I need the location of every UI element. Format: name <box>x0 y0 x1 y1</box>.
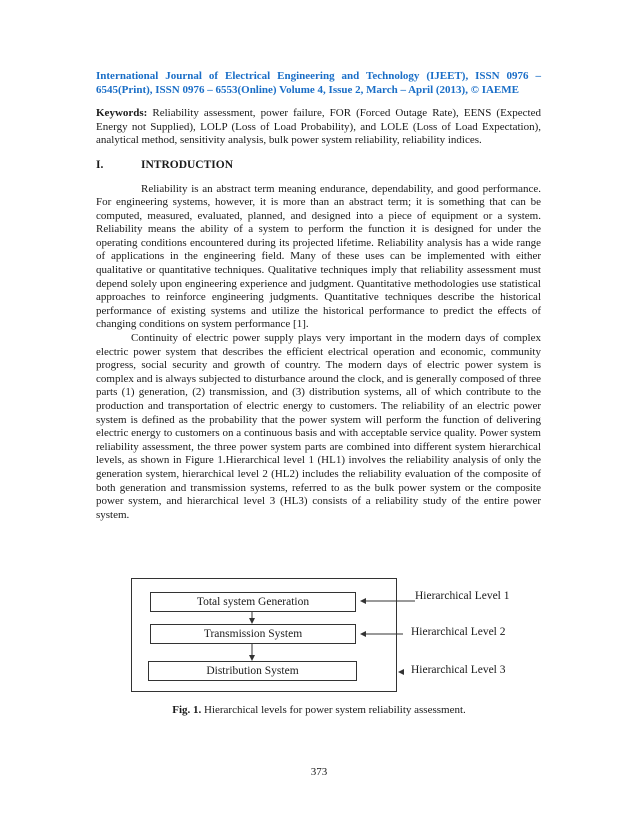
keywords <box>96 107 541 148</box>
figure-caption <box>0 704 638 716</box>
journal-header: International Journal of Electrical Engineering and Technology (IJEET), ISSN 0976 – 6545(Print), ISSN 0976 – 6553(Online) Volume 4, Issue 2, March – April (2013), © IAEME <box>96 70 541 96</box>
page-number: 373 <box>310 766 328 778</box>
section-title: INTRODUCTION <box>141 158 234 171</box>
label-hl1: Hierarchical Level 1 <box>415 590 510 602</box>
figure-hierarchical-levels <box>131 578 525 692</box>
label-hl2: Hierarchical Level 2 <box>411 626 506 638</box>
section-number: I. <box>96 158 104 171</box>
keywords-label: Keywords: <box>96 107 148 119</box>
caption-label: Fig. 1. <box>172 704 202 716</box>
paragraph-2: Continuity of electric power supply plays very important in the modern days of complex electric power system that describes the efficient electrical operation and economic, community progress, social security and growth of country. The modern days of electric power system is complex and is always subjected to disturbance around the clock, and is generally composed of three parts (1) generation, (2) transmission, and (3) distribution systems, all of which contribute to the production and transportation of electric energy to customers. The reliability of an electric power system is defined as the probability that the power system will perform the function of delivering electric energy to customers on a continuous basis and with acceptable service quality. Power system reliability assessment, the three power system parts are combined into different system hierarchical levels, as shown in Figure 1.Hierarchical level 1 (HL1) involves the reliability analysis of only the generation system, hierarchical level 2 (HL2) includes the reliability evaluation of the composite of both generation and transmission systems, referred to as the bulk power system or the composite power system, and hierarchical level 3 (HL3) consists of a reliability study of the entire power system. <box>96 332 541 521</box>
keywords-text: Reliability assessment, power failure, FOR (Forced Outage Rate), EENS (Expected Energy not Supplied), LOLP (Loss of Load Probability), and LOLE (Loss of Load Expectation), analytical method, sensitivity analysis, bulk power system reliability, reliability indices. <box>96 107 541 146</box>
page-content <box>96 70 541 522</box>
label-hl3: Hierarchical Level 3 <box>411 664 506 676</box>
box-transmission: Transmission System <box>150 624 356 644</box>
paragraph-1: Reliability is an abstract term meaning endurance, dependability, and good performance. For engineering systems, however, it is more than an abstract term; it is something that can be computed, measured, evaluated, planned, and designed into a piece of equipment or a system. Reliability means the ability of a system to perform the function it is designed for under the operating conditions encountered during its projected lifetime. Reliability analysis has a wide range of applications in the engineering field. Many of these uses can be implemented with either qualitative or quantitative techniques. Qualitative techniques imply that reliability assessment must depend solely upon engineering experience and judgment. Quantitative methodologies use statistical approaches to reinforce engineering judgments. Quantitative techniques describe the historical performance of existing systems and utilize the historical performance to predict the effects of changing conditions on system performance [1]. <box>96 182 541 331</box>
section-heading <box>96 159 541 171</box>
box-distribution: Distribution System <box>148 661 357 681</box>
caption-text: Hierarchical levels for power system reliability assessment. <box>204 704 466 716</box>
box-generation: Total system Generation <box>150 592 356 612</box>
